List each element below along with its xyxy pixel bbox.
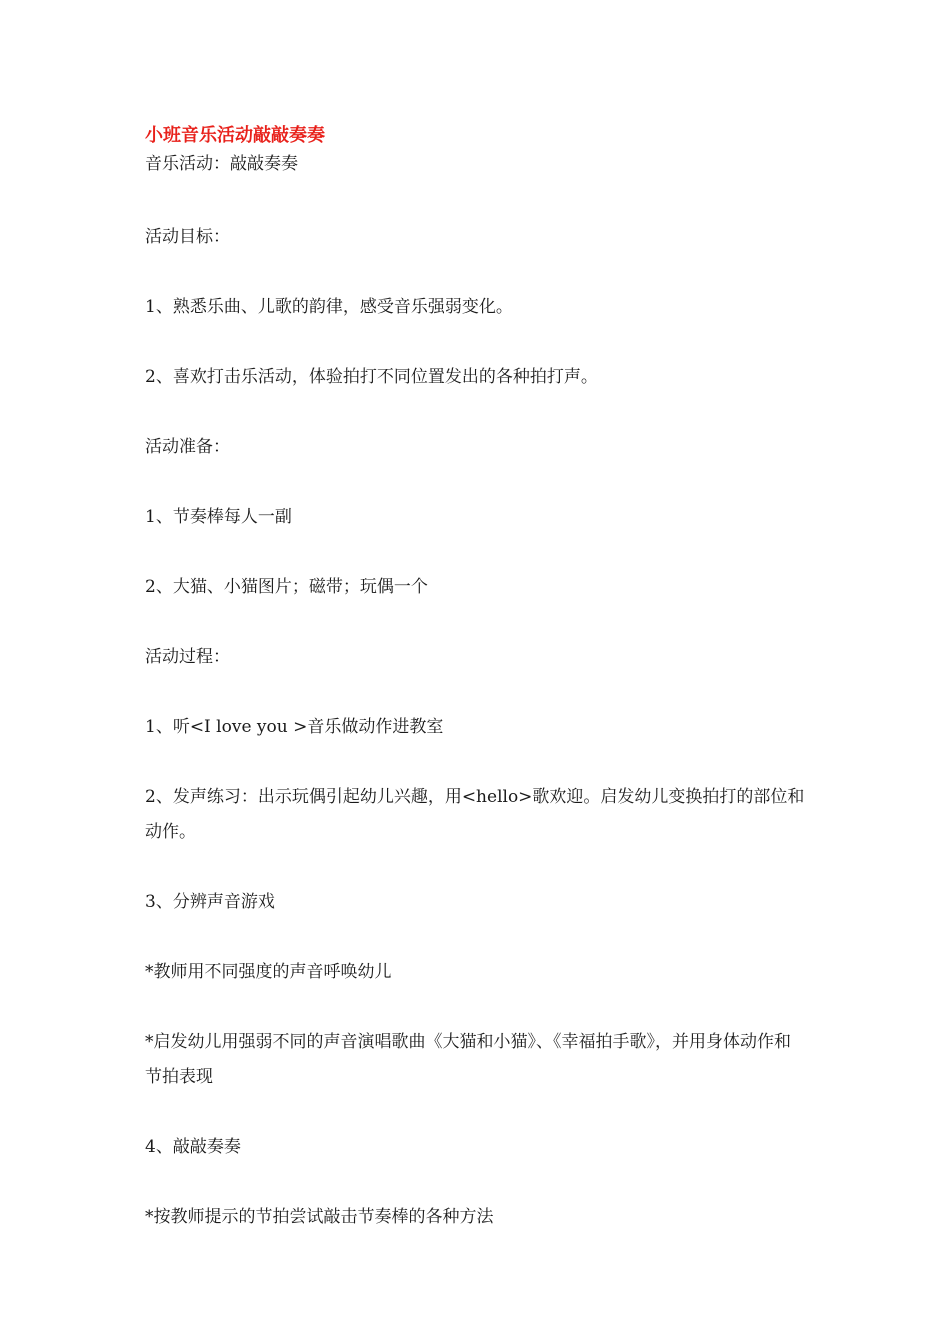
process-subitem: *按教师提示的节拍尝试敲击节奏棒的各种方法 [145, 1207, 494, 1227]
document-subtitle: 音乐活动：敲敲奏奏 [145, 154, 298, 174]
section-heading-goals: 活动目标： [145, 227, 230, 247]
process-subitem: *启发幼儿用强弱不同的声音演唱歌曲《大猫和小猫》、《幸福拍手歌》，并用身体动作和节拍表现 [145, 1032, 791, 1087]
preparation-item: 1、节奏棒每人一副 [145, 507, 292, 527]
document-title: 小班音乐活动敲敲奏奏 [145, 125, 325, 146]
goal-item: 1、熟悉乐曲、儿歌的韵律，感受音乐强弱变化。 [145, 297, 513, 317]
goal-item: 2、喜欢打击乐活动，体验拍打不同位置发出的各种拍打声。 [145, 367, 598, 387]
section-heading-preparation: 活动准备： [145, 437, 230, 457]
preparation-item: 2、大猫、小猫图片；磁带；玩偶一个 [145, 577, 428, 597]
process-item: 3、分辨声音游戏 [145, 892, 275, 912]
section-heading-process: 活动过程： [145, 647, 230, 667]
process-subitem: *教师用不同强度的声音呼唤幼儿 [145, 962, 392, 982]
process-item: 2、发声练习：出示玩偶引起幼儿兴趣，用<hello>歌欢迎。启发幼儿变换拍打的部位和动作。 [145, 787, 805, 842]
process-item: 4、敲敲奏奏 [145, 1137, 241, 1157]
document-page [145, 122, 805, 1235]
process-item: 1、听<I love you >音乐做动作进教室 [145, 717, 444, 737]
